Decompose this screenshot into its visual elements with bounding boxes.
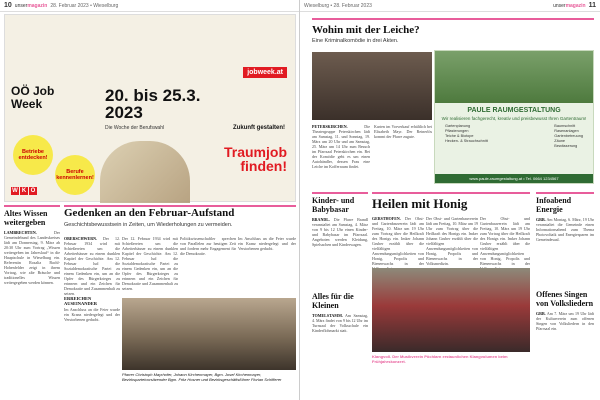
stamp-betriebe: Betriebe entdecken!: [13, 135, 53, 175]
garden-photo: [435, 51, 593, 103]
article-col-2: Der 12. Februar 1934 wird mit Schießereien um die Arbeiterhäuser zu einem dunklen Kapitel der Geschichte. Am 12. Februar lud die Sozialdemokratische Partei zu einem Gedenken ein, um an die Opfer des Bürgerkrieges zu erinnern und ein Zeichen für Demokratie und Zusammenhalt zu setzen.: [122, 236, 178, 291]
section-band: [536, 192, 594, 194]
article-volkslieder: [536, 290, 594, 381]
article-col-1: PETERSKIRCHEN. Die Theatergruppe Peterskirchen lädt am Samstag, 11. und Sonntag, 19. März um 20 Uhr und am Samstag, 25. März um 14 Uhr zum Besuch im Pfarrsaal Peterskirchen ein. Bei der Komödie geht es um einen Autohändler, dessen Frau eine Leiche im Kofferraum findet.: [312, 124, 370, 169]
photo-caption: Pfarrer Christoph Mayrhofer, Johann Kirchenmayer, Bgm. Josef Kirchenmayer, Bezirksparteivorsitzender Bgm. Fritz Hosner und Bezirksgeschäftsführer Florian Schifferer: [122, 372, 282, 382]
musikverein-photo: [372, 268, 530, 352]
paule-title: PAULE RAUMGESTALTUNG: [467, 107, 561, 114]
section-band: [4, 205, 60, 207]
article-col-1: OBERSCHWERN. Der 12. Februar 1934 wird mit Schießereien um die Arbeiterhäuser zu einem dunklen Kapitel der Geschichte. Am 12. Februar lud die Sozialdemokratische Partei zu einem Gedenken ein, um an die Opfer des Bürgerkrieges zu erinnern und ein Zeichen für Demokratie und Zusammenhalt zu setzen.: [64, 236, 121, 296]
stamp-berufe: Berufe kennenlernen!: [55, 155, 95, 195]
paule-subtitle: Wir realisieren fachgerecht, kreativ und preisbewusst Ihren Gartentraum!: [441, 116, 587, 121]
group-photo: [122, 298, 296, 370]
article-subtitle: Eine Kriminalkomödie in drei Akten.: [312, 38, 399, 44]
article-honig: [372, 196, 530, 211]
magazine-title: unsermagazin: [14, 2, 48, 9]
job-week-logo: OÖ Job Week: [11, 84, 55, 111]
issue-date: 28. Februar 2023 • Wieselburg: [50, 2, 119, 9]
photo-caption: [372, 354, 530, 364]
page-header: [0, 0, 299, 12]
ad-future: Zukunft gestalten!: [233, 125, 285, 131]
article-alles: [312, 292, 368, 391]
article-col-2: Der Obst- und Gartenbauverein lädt am Freitag, 10. März um 19 Uhr zum Vortrag über die Heilkraft des Honigs ein. Imker Johann Gruber erzählt über die vielfältigen Anwendungsmöglichkeiten von Honig, Propolis und Bienenwachs in der Volksmedizin.: [426, 216, 478, 266]
article-col-3: Der Obst- und Gartenbauverein lädt am Freitag, 10. März um 19 Uhr zum Vortrag über die Heilkraft des Honigs ein. Imker Johann Gruber erzählt über die vielfältigen Anwendungsmöglichkeiten von Honig, Propolis und Bienenwachs in der: [480, 216, 530, 266]
ad-traumjob: Traumjob finden!: [223, 144, 287, 174]
ad-dates: 20. bis 25.3. 2023: [105, 86, 201, 122]
article-col-2: Karten im Vorverkauf erhältlich bei Elisabeth Mayr. Der Reinerlös kommt der Pfarre zugute.: [374, 124, 432, 139]
paule-ad: [434, 50, 594, 184]
paule-services: Gartenplanung Pflasterungen Teiche & Biotope Hecken- & Strauchschnitt Baumschnitt Rasenanlagen Gartenbetreuung Zäune Bewässerung: [445, 124, 583, 148]
article-body: GRB. Am 7. März um 19 Uhr lädt der Kulturverein zum offenen Singen von Volksliedern in den Pfarrsaal ein.: [536, 311, 594, 331]
article-subtitle: Geschichtsbewusstsein in Zeiten, um Wiederholungen zu vermeiden.: [64, 222, 233, 228]
page-number: 11: [588, 2, 596, 9]
paule-contact[interactable]: www.paule-raumgestaltung.at • Tel. 0664 1234567: [435, 174, 593, 183]
caption-text: Klangvoll. Der Musikverein Pöchlarn erstaunlichen Klangvolumen beim Frühjahrskonzert.: [372, 354, 508, 364]
article-col-3: Politikwissenschaftler sprechen von Parallelen zur heutigen Zeit und fordern mehr Engagement für die Demokratie.: [180, 236, 236, 256]
wko-logo: W K O: [12, 188, 36, 194]
article-title: Gedenken an den Februar-Aufstand: [64, 207, 235, 219]
page-header: [300, 0, 600, 12]
article-body: TOMELSTAMM. Am Samstag, 4. März findet von 9 bis 12 Uhr im Turnsaal der Volksschule ein Kinderflohmarkt statt.: [312, 313, 368, 333]
article-title: Infoabend Energie: [536, 196, 572, 214]
ad-website[interactable]: jobweek.at: [243, 67, 287, 78]
section-band: [372, 192, 530, 194]
ad-subline: Die Woche der Berufswahl: [105, 125, 165, 131]
ad-person-illustration: [100, 141, 190, 203]
article-subhead-wrap: [64, 296, 120, 397]
issue-date: Wieselburg • 28. Februar 2023: [304, 2, 372, 9]
article-body: LAMBRECHTEN. Der Gemeindebund des Landeskreises lädt am Donnerstag, 9. März ab 20:30 Uhr zum Vortrag „Wissen weitergeben im Jahreslauf“ in die Hauptschule in Wieselburg ein. Referentin Rosalia Bachl-Hohenfelder zeigt in ihrem Vortrag, wie alte Bräuche und traditionelles Wissen weitergegeben werden können.: [4, 230, 60, 285]
article-gedenken: [64, 207, 296, 229]
section-band: [312, 192, 368, 194]
article-subhead: ERREICHEN AUSEINANDER: [64, 296, 98, 306]
article-body: BRANDL. Die Pfarre Brandl veranstaltet am Samstag, 4. März von 9 bis 12 Uhr einen Kinder- und Babybasar im Pfarrsaal. Angeboten werden Kleidung, Spielsachen und Kinderwagen.: [312, 217, 368, 247]
article-title: Offenes Singen von Volksliedern: [536, 290, 594, 308]
article-title: Altes Wissen weitergeben: [4, 209, 48, 227]
section-band: [312, 18, 594, 20]
article-infoabend: [536, 196, 594, 277]
article-title: Alles für die Kleinen: [312, 292, 354, 310]
article-altes-wissen: [4, 209, 60, 398]
article-body: GRB. Am Montag, 6. März, 19 Uhr veranstaltet die Gemeinde einen Informationsabend zum Thema Photovoltaik und Energiesparen im Gemeindesaal.: [536, 217, 594, 242]
job-week-ad: [4, 14, 296, 202]
article-title: Kinder- und Babybasar: [312, 196, 355, 214]
article-col-5: Im Anschluss an die Feier wurde ein Kranz niedergelegt und der Verstorbenen gedacht.: [64, 307, 120, 322]
article-col-4: Im Anschluss an die Feier wurde ein Kranz niedergelegt und der Verstorbenen gedacht.: [238, 236, 296, 251]
article-col-1: GERSTHOFEN. Der Obst- und Gartenbauverein lädt am Freitag, 10. März um 19 Uhr zum Vortrag über die Heilkraft des Honigs ein. Imker Johann Gruber erzählt über die vielfältigen Anwendungsmöglichkeiten von Honig, Propolis und Bienenwachs in der: [372, 216, 424, 266]
magazine-title: unsermagazin: [553, 3, 586, 9]
theatre-photo: [312, 52, 432, 120]
article-title: Heilen mit Honig: [372, 196, 468, 211]
page-number: 10: [4, 2, 12, 9]
article-mord: [312, 24, 432, 45]
article-title: Wohin mit der Leiche?: [312, 24, 420, 36]
article-kinder: [312, 196, 368, 287]
